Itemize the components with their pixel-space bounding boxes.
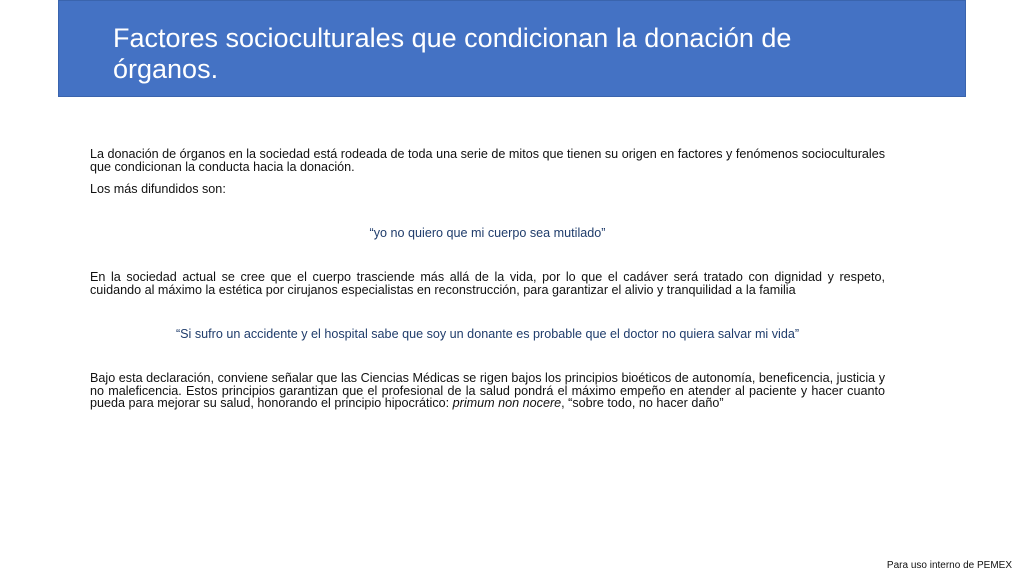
- title-banner: [58, 0, 966, 97]
- myth-2-text-end: , “sobre todo, no hacer daño”: [561, 396, 724, 411]
- myth-2-text-start: Bajo esta declaración, conviene señalar que las Ciencias Médicas se rigen bajos los principios bioéticos de autonomía, beneficencia, justicia y no maleficencia. Estos principios garantizan que el profesional de la salud pondrá el máximo empeño en atender al paciente y hacer cuanto pueda para mejorar su salud, honorando el principio hipocrático:: [90, 371, 885, 411]
- slide-title: Factores socioculturales que condicionan la donación de órganos.: [113, 23, 792, 84]
- myth-1-explanation: En la sociedad actual se cree que el cuerpo trasciende más allá de la vida, por lo que el cadáver será tratado con dignidad y respeto, cuidando al máximo la estética por cirujanos especialistas en reconstrucción, para garantizar el alivio y tranquilidad a la familia: [90, 270, 885, 297]
- latin-phrase: primum non nocere: [452, 396, 562, 411]
- myth-quote-2: “Si sufro un accidente y el hospital sabe que soy un donante es probable que el doctor no quiera salvar mi vida”: [175, 326, 800, 341]
- footer-note: Para uso interno de PEMEX: [886, 560, 1012, 571]
- myth-2-explanation: [90, 372, 885, 410]
- myth-quote-1: “yo no quiero que mi cuerpo sea mutilado”: [369, 225, 606, 240]
- slide-body: [90, 148, 885, 410]
- myths-intro: Los más difundidos son:: [90, 182, 226, 197]
- intro-paragraph: La donación de órganos en la sociedad está rodeada de toda una serie de mitos que tienen su origen en factores y fenómenos socioculturales que condicionan la conducta hacia la donación.: [90, 147, 885, 174]
